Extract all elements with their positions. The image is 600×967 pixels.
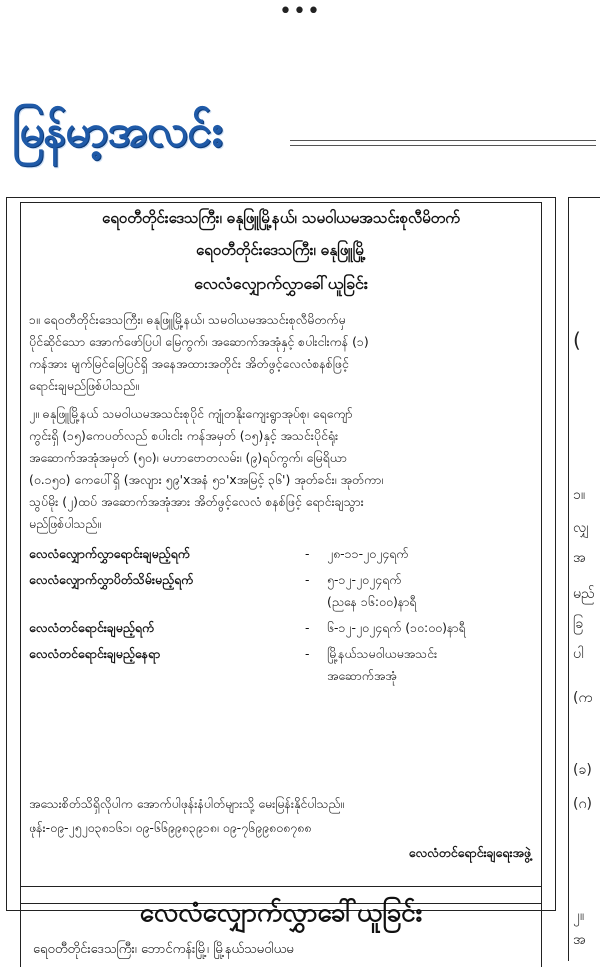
notice-2-title: လေလံလျှောက်လွှာခေါ်ယူခြင်း	[139, 898, 423, 928]
schedule-value: မြို့နယ်သမဝါယမအသင်း	[327, 646, 438, 661]
masthead-rule	[290, 145, 596, 146]
phone-numbers: ဖုန်း-၀၉-၂၅၂၀၃၈၁၆၁၊ ၀၉-၆၆၉၉၈၃၉၁၈၊ ၀၉-၇၆၉၉၈၀၈၇၈၈	[29, 820, 312, 835]
right-column-clipped	[568, 197, 600, 961]
right-column-fragment: ၂။	[573, 908, 585, 924]
schedule-value: (ညနေ ၁၆:၀၀)နာရီ	[327, 594, 417, 609]
signature: လေလံတင်ရောင်းချရေးအဖွဲ့	[408, 845, 531, 860]
contact-line: အသေးစိတ်သိရှိလိုပါက အောက်ပါဖုန်းနံပါတ်များသို့ မေးမြန်းနိုင်ပါသည်။	[29, 796, 345, 811]
paragraph-2-line: (၀.၁၅၀) ကေပေါ်ရှိ (အလျား ၅၉'xအနံ ၅၁'xအမြင့် ၃၆') အုတ်ခင်း၊ အုတ်ကာ၊	[29, 472, 384, 487]
schedule-label: လေလံတင်ရောင်းချမည့်နေရာ	[29, 646, 161, 661]
right-column-fragment: (ခ)	[573, 762, 592, 778]
schedule-label: လေလံတင်ရောင်းချမည့်ရက်	[29, 620, 155, 635]
paragraph-2-line: ၂။ ဓနုဖြူမြို့နယ် သမဝါယမအသင်းစုပိုင် ကျုံတနိုးကျေးရွာအုပ်စု၊ ရေကျော်	[29, 406, 353, 421]
notice-2-first-line: ရေဝတီတိုင်းဒေသကြီး၊ ဘောင်ကန်းမြို့၊ မြို့နယ်သမဝါယမ	[33, 942, 294, 957]
paragraph-2-line: မည်ဖြစ်ပါသည်။	[29, 516, 102, 531]
schedule-row	[29, 617, 535, 639]
paragraph-1-line: ပိုင်ဆိုင်သော အောက်ဖော်ပြပါ မြေကွက်၊ အဆောက်အအုံနှင့် စပါးငါးကန် (၁)	[29, 334, 369, 349]
paragraph-2-line: ကွင်းရှိ (၁၅)ကေပတ်လည် စပါးငါး ကန်အမှတ် (၁၅)နှင့် အသင်းပိုင်ရုံး	[29, 428, 339, 443]
paragraph-1-line: ကန်အား မျက်မြင်မြေပြင်ရှိ အနေအထားအတိုင်း အိတ်ဖွင့်လေလံစနစ်ဖြင့်	[29, 356, 349, 371]
paragraph-2-line: သွပ်မိုး (၂)ထပ် အဆောက်အအုံအား အိတ်ဖွင့်လေလံ စနစ်ဖြင့် ရောင်းချသွား	[29, 494, 364, 509]
auction-notice-2	[20, 886, 542, 967]
schedule-value: ၅-၁၂-၂၀၂၄ရက်	[327, 572, 402, 587]
schedule-label: လေလံလျှောက်လွှာပိတ်သိမ်းမည့်ရက်	[29, 572, 194, 587]
schedule-row	[29, 643, 535, 665]
notice-heading-line: ရေဝတီတိုင်းဒေသကြီး၊ ဓနုဖြူမြို့နယ်၊ သမဝါယမအသင်းစုလီမိတက်	[102, 209, 460, 227]
top-bar	[0, 0, 600, 36]
schedule-dash: -	[305, 572, 310, 587]
right-column-fragment: အ	[573, 550, 586, 566]
schedule-row	[29, 569, 535, 591]
schedule-row	[29, 591, 535, 613]
right-column-fragment: ၁။	[573, 487, 586, 503]
paragraph-1-line: ရောင်းချမည်ဖြစ်ပါသည်။	[29, 378, 139, 393]
paragraph-2-line: အဆောက်အအုံအမှတ် (၅၀)၊ မဟာဗောတလမ်း၊ (၉)ရပ်ကွက်၊ မြေရိယာ	[29, 450, 347, 465]
schedule-label: လေလံလျှောက်လွှာရောင်းချမည့်ရက်	[29, 546, 190, 561]
auction-notice	[20, 202, 542, 904]
masthead-rule	[290, 140, 596, 141]
right-column-fragment: (ဂ)	[573, 796, 592, 812]
right-column-fragment: (	[573, 328, 581, 352]
notice-title: လေလံလျှောက်လွှာခေါ်ယူခြင်း	[194, 274, 368, 293]
right-column-fragment: ပါ	[573, 646, 584, 662]
newspaper-masthead	[0, 96, 600, 196]
notice-heading-line: ရေဝတီတိုင်းဒေသကြီး၊ ဓနုဖြူမြို့	[195, 241, 366, 259]
newspaper-logo: မြန်မာ့အလင်း	[12, 106, 222, 157]
more-options-icon[interactable]: •••	[279, 0, 321, 24]
schedule-row	[29, 543, 535, 565]
right-column-fragment: ခြ	[573, 616, 584, 632]
schedule-row	[29, 665, 535, 687]
right-column-fragment: (က	[573, 690, 593, 706]
right-column-fragment: အ	[573, 932, 586, 948]
schedule-dash: -	[305, 620, 310, 635]
right-column-fragment: မည်	[573, 586, 595, 602]
schedule-dash: -	[305, 546, 310, 561]
schedule-value: ၆-၁၂-၂၀၂၄ရက် (၁၀:၀၀)နာရီ	[327, 620, 466, 635]
paragraph-1-line: ၁။ ရေဝတီတိုင်းဒေသကြီး၊ ဓနုဖြူမြို့နယ်၊ သမဝါယမအသင်းစုလီမိတက်မှ	[29, 312, 346, 327]
schedule-value: ၂၈-၁၁-၂၀၂၄ရက်	[327, 546, 409, 561]
schedule-value: အဆောက်အအုံ	[327, 668, 397, 683]
right-column-fragment: လျှ	[573, 520, 589, 536]
schedule-dash: -	[305, 646, 310, 661]
